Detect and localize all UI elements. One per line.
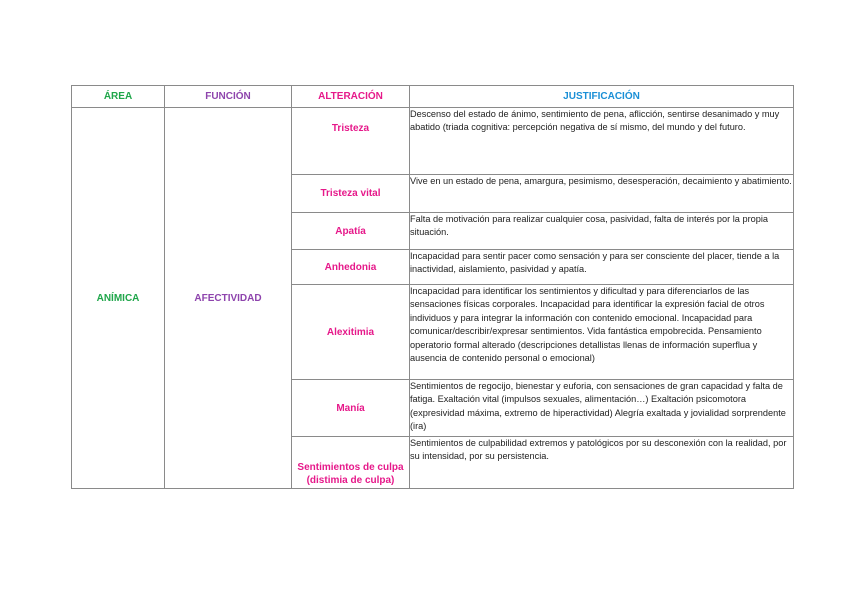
alteracion-cell: Tristeza	[292, 108, 410, 175]
header-alteracion: ALTERACIÓN	[292, 86, 410, 108]
justificacion-cell: Sentimientos de regocijo, bienestar y euforia, con sensaciones de gran capacidad y falta de fatiga. Exaltación vital (impulsos sexuales, alimentación…) Exaltación psicomotora (expresividad máxima, extremo de hiperactividad) Alegría exaltada y jovialidad sorprendente (ira)	[410, 380, 794, 437]
header-funcion: FUNCIÓN	[165, 86, 292, 108]
alteracion-cell: Manía	[292, 380, 410, 437]
justificacion-cell: Incapacidad para sentir pacer como sensación y para ser consciente del placer, tiende a la inactividad, aislamiento, pasividad y apatía.	[410, 250, 794, 285]
justificacion-cell: Vive en un estado de pena, amargura, pesimismo, desesperación, decaimiento y abatimiento.	[410, 175, 794, 213]
justificacion-cell: Descenso del estado de ánimo, sentimiento de pena, aflicción, sentirse desanimado y muy abatido (triada cognitiva: percepción negativa de sí mismo, del mundo y del futuro.	[410, 108, 794, 175]
justificacion-cell: Sentimientos de culpabilidad extremos y patológicos por su desconexión con la realidad, por su intensidad, por su persistencia.	[410, 437, 794, 489]
header-area: ÁREA	[72, 86, 165, 108]
alteracion-cell: Tristeza vital	[292, 175, 410, 213]
affectivity-table	[71, 85, 794, 489]
alteracion-cell: Anhedonia	[292, 250, 410, 285]
justificacion-cell: Incapacidad para identificar los sentimientos y dificultad y para diferenciarlos de las sensaciones físicas corporales. Incapacidad para identificar la expresión facial de otros individuos y para integrar la información con contenido emocional. Incapacidad para comunicar/describir/expresar sentimientos. Vida fantástica empobrecida. Pensamiento operatorio formal alterado (descripciones detallistas llenas de información superflua y ausencia de contenido personal o emocional)	[410, 285, 794, 380]
alteracion-cell: Apatía	[292, 213, 410, 250]
alteracion-cell: Alexitimia	[292, 285, 410, 380]
header-justificacion: JUSTIFICACIÓN	[410, 86, 794, 108]
area-cell: ANÍMICA	[72, 108, 165, 489]
header-row	[72, 86, 794, 108]
alteracion-cell: Sentimientos de culpa (distimia de culpa)	[292, 437, 410, 489]
table-row	[72, 108, 794, 175]
justificacion-cell: Falta de motivación para realizar cualquier cosa, pasividad, falta de interés por la propia situación.	[410, 213, 794, 250]
funcion-cell: AFECTIVIDAD	[165, 108, 292, 489]
